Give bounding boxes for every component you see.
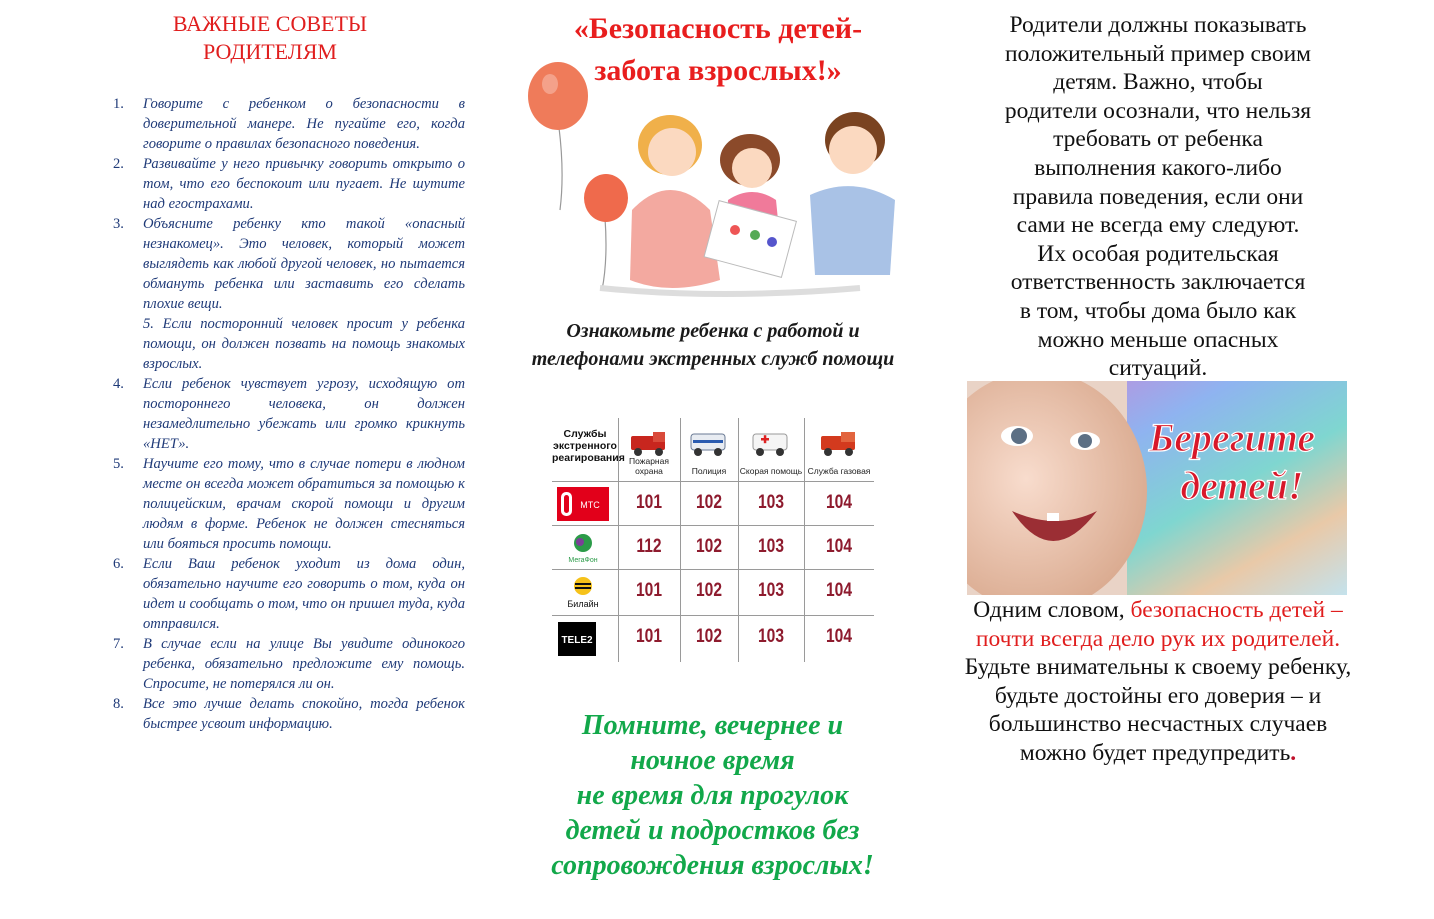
tele2-logo-icon [556, 620, 610, 656]
balloon-icon [528, 62, 588, 130]
number-cell: 102 [695, 580, 722, 601]
services-heading: Ознакомьте ребенка с работой и телефонами экстренных служб помощи [531, 320, 895, 370]
conclusion-lead: Одним словом, [973, 597, 1131, 623]
header-fire-label: Пожарная охрана [629, 456, 669, 476]
number-cell: 103 [757, 580, 784, 601]
tip-subtext: 5. Если посторонний человек просит у ребенка помощи, он должен позвать на помощь знакомых взрослых. [143, 316, 465, 372]
table-row [552, 570, 874, 616]
text-line: ситуаций. [1108, 355, 1208, 382]
tip-number: 8. [113, 696, 124, 712]
number-cell: 101 [635, 626, 662, 647]
conclusion-text [958, 596, 1358, 768]
conclusion-rest: Будьте внимательны к своему ребенку, будьте достойны его доверия – и большинство несчастных случаев можно будет предупредить [964, 654, 1352, 766]
operator-name: TELE2 [561, 635, 593, 646]
number-cell: 103 [757, 492, 784, 513]
tip-item [105, 454, 465, 554]
table-divider [618, 418, 619, 662]
tip-item [105, 154, 465, 214]
number-cell: 101 [635, 580, 662, 601]
number-cell: 102 [695, 626, 722, 647]
evening-reminder [520, 708, 905, 883]
megafon-logo-icon [556, 530, 610, 566]
text-line: родители осознали, что нельзя [1004, 97, 1312, 124]
tip-number: 5. [113, 456, 124, 472]
tip-number: 3. [113, 216, 124, 232]
tip-text: Научите его тому, что в случае потери в людном месте он всегда может обратиться за помощью к полицейским, врачам скорой помощи и другим людям в форме. Ребенок не должен стесняться или бояться просить помощи. [143, 456, 465, 552]
beeline-logo-icon [556, 574, 610, 610]
balloon-string [558, 120, 562, 210]
baby-photo [967, 381, 1347, 595]
text-line: Их особая родительская [1037, 240, 1279, 267]
tips-title [105, 10, 435, 66]
number-cell: 112 [636, 536, 662, 557]
tip-number: 1. [113, 96, 124, 112]
number-cell: 104 [825, 492, 852, 513]
header-ambulance-label: Скорая помощь [739, 466, 803, 476]
reminder-line: ночное время [630, 745, 795, 776]
tips-list [105, 94, 465, 734]
tip-item [105, 214, 465, 374]
table-row [552, 526, 874, 570]
tip-item [105, 94, 465, 154]
tip-item [105, 374, 465, 454]
emergency-services-table [552, 418, 874, 662]
header-police-label: Полиция [691, 466, 727, 476]
table-row [552, 482, 874, 526]
text-line: правила поведения, если они [1012, 183, 1304, 210]
text-line: детям. Важно, чтобы [1053, 69, 1263, 96]
tip-number: 4. [113, 376, 124, 392]
reminder-line: Помните, вечернее и [581, 710, 844, 741]
photo-caption-line2: детей! [1180, 463, 1304, 508]
tip-text: Говорите с ребенком о безопасности в доверительной манере. Не пугайте его, когда говорите о правилах безопасного поведения. [143, 96, 465, 152]
number-cell: 103 [757, 626, 784, 647]
reminder-line: сопровождения взрослых! [551, 850, 874, 881]
tip-number: 6. [113, 556, 124, 572]
table-divider [680, 418, 681, 662]
brochure-title-line2: забота взрослых!» [594, 54, 842, 87]
table-divider [738, 418, 739, 662]
tip-text: Если ребенок чувствует угрозу, исходящую от постороннего человека, он должен незамедлительно убежать или громко крикнуть «НЕТ». [143, 376, 465, 452]
table-row [552, 616, 874, 662]
operator-name: МТС [580, 500, 600, 510]
baby-eye [1078, 434, 1092, 448]
conclusion-highlight: безопасность детей – почти всегда дело рук их родителей. [975, 597, 1343, 652]
photo-caption-line1: Берегите [1148, 415, 1316, 460]
tip-text: Объясните ребенку кто такой «опасный незнакомец». Это человек, который может выглядеть как любой другой человек, но пытается обмануть ребенка или заставить его сделать плохие вещи. [143, 216, 465, 312]
tips-title-line2: РОДИТЕЛЯМ [203, 39, 337, 64]
tips-column [105, 10, 465, 734]
text-line: требовать от ребенка [1053, 126, 1263, 153]
table-corner-label: Службы экстренного реагирования [552, 428, 625, 464]
operator-name: Билайн [567, 599, 599, 609]
brochure-title-line1: «Безопасность детей- [573, 12, 863, 45]
text-line: положительный пример своим [1004, 40, 1312, 67]
number-cell: 104 [825, 536, 852, 557]
number-cell: 104 [825, 626, 852, 647]
family-illustration [520, 60, 920, 300]
conclusion-dot: . [1290, 739, 1297, 766]
mts-logo-icon [556, 486, 610, 522]
table-header-row [552, 418, 874, 482]
tip-item [105, 694, 465, 734]
text-line: ответственность заключается [1010, 269, 1306, 296]
tip-text: Если Ваш ребенок уходит из дома один, обязательно научите его говорить о том, куда он идет и сообщать о том, что он пришел туда, куда отправился. [143, 556, 465, 632]
balloon-icon [584, 174, 628, 222]
number-cell: 103 [757, 536, 784, 557]
tip-text: Все это лучше делать спокойно, тогда ребенок быстрее усвоит информацию. [143, 696, 465, 732]
number-cell: 104 [825, 580, 852, 601]
table-divider [804, 418, 805, 662]
tip-item [105, 634, 465, 694]
tip-text: В случае если на улице Вы увидите одинокого ребенка, обязательно предложите ему помощь. Спросите, не потерялся ли он. [143, 636, 465, 692]
parents-example-text [958, 11, 1358, 383]
text-line: Родители должны показывать [1009, 12, 1307, 38]
tip-text: Развивайте у него привычку говорить открыто о том, что его беспокоит или пугает. Не шутите над егострахами. [143, 156, 465, 212]
baby-face [967, 381, 1147, 595]
tip-item [105, 554, 465, 634]
tip-number: 7. [113, 636, 124, 652]
number-cell: 102 [695, 492, 722, 513]
text-line: выполнения какого-либо [1034, 154, 1282, 181]
text-line: сами не всегда ему следуют. [1016, 212, 1300, 239]
tips-title-line1: ВАЖНЫЕ СОВЕТЫ [172, 11, 368, 36]
text-line: можно меньше опасных [1037, 326, 1279, 353]
text-line: в том, чтобы дома было как [1019, 297, 1297, 324]
number-cell: 102 [695, 536, 722, 557]
reminder-line: не время для прогулок [576, 780, 849, 811]
number-cell: 101 [635, 492, 662, 513]
header-gas-label: Служба газовая [807, 466, 871, 476]
baby-eye [1011, 428, 1027, 444]
operator-name: МегаФон [568, 557, 598, 564]
reminder-line: детей и подростков без [565, 815, 860, 846]
tip-number: 2. [113, 156, 124, 172]
